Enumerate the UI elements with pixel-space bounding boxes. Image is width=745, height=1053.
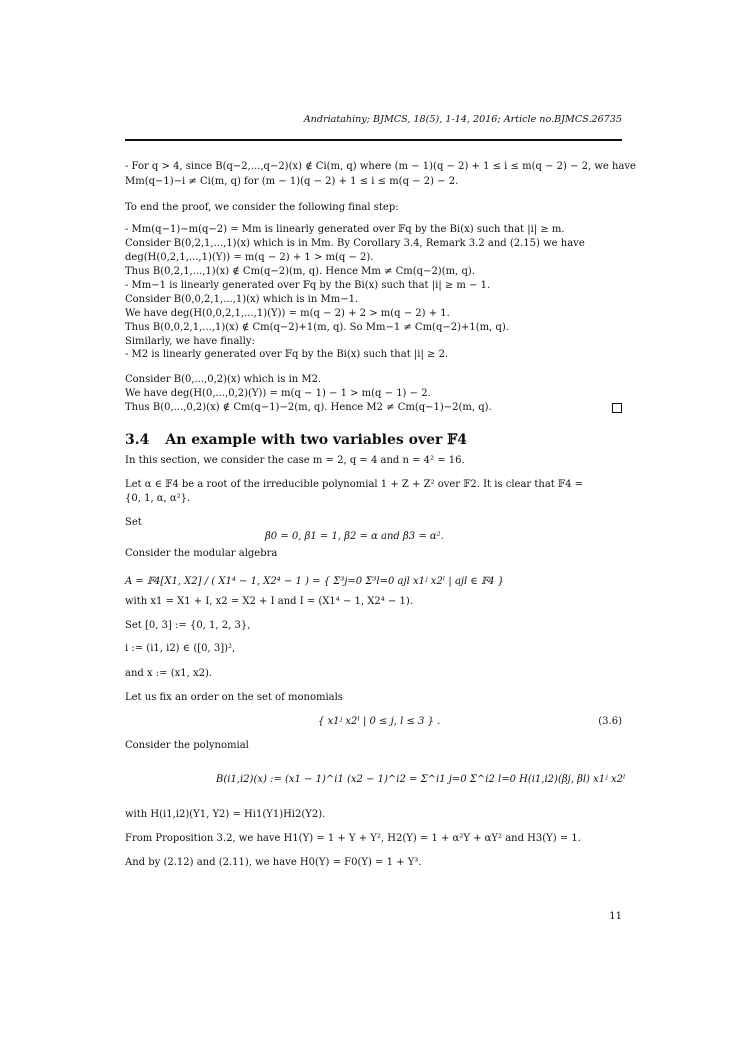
proof-line-4: - Mm(q−1)−m(q−2) = Mm is linearly generated over 𝔽q by the Bi(x) such that |i| ≥ m. [125,224,565,235]
body-paragraph-2b: {0, 1, α, α²}. [125,493,191,504]
proof-line-7: Thus B(0,2,1,...,1)(x) ∉ Cm(q−2)(m, q). Hence Mm ≠ Cm(q−2)(m, q). [125,266,475,277]
body-paragraph-4: Consider the modular algebra [125,548,278,559]
proof-line-9: Consider B(0,0,2,1,...,1)(x) which is in Mm−1. [125,294,359,305]
proof-line-3: To end the proof, we consider the following final step: [125,202,399,213]
body-paragraph-13: And by (2.12) and (2.11), we have H0(Y) = F0(Y) = 1 + Y³. [125,857,422,868]
header-rule [125,139,622,141]
proof-line-13: - M2 is linearly generated over 𝔽q by the Bi(x) such that |i| ≥ 2. [125,349,449,360]
page-number: 11 [609,911,622,922]
proof-line-8: - Mm−1 is linearly generated over 𝔽q by the Bi(x) such that |i| ≥ m − 1. [125,280,491,291]
equation-monomials: { x1ʲ x2ˡ | 0 ≤ j, l ≤ 3 } . [318,716,441,727]
proof-line-6: deg(H(0,2,1,...,1)(Y)) = m(q − 2) + 1 > m(q − 2). [125,252,374,263]
body-paragraph-2a: Let α ∈ 𝔽4 be a root of the irreducible polynomial 1 + Z + Z² over 𝔽2. It is clear that 𝔽4 = [125,479,584,490]
body-paragraph-1: In this section, we consider the case m = 2, q = 4 and n = 4² = 16. [125,455,465,466]
proof-line-2: Mm(q−1)−i ≠ Ci(m, q) for (m − 1)(q − 2) + 1 ≤ i ≤ m(q − 2) − 2. [125,176,459,187]
section-title: An example with two variables over 𝔽4 [165,432,467,448]
section-heading [125,432,467,448]
equation-beta: β0 = 0, β1 = 1, β2 = α and β3 = α². [265,531,444,542]
proof-line-16: Thus B(0,...,0,2)(x) ∉ Cm(q−1)−2(m, q). Hence M2 ≠ Cm(q−1)−2(m, q). [125,402,492,413]
proof-line-15: We have deg(H(0,...,0,2)(Y)) = m(q − 1) − 1 > m(q − 1) − 2. [125,388,431,399]
body-paragraph-8: and x := (x1, x2). [125,668,213,679]
proof-line-12: Similarly, we have finally: [125,336,255,347]
body-paragraph-3: Set [125,517,142,528]
section-number: 3.4 [125,432,150,448]
body-paragraph-12: From Proposition 3.2, we have H1(Y) = 1 + Y + Y², H2(Y) = 1 + α²Y + αY² and H3(Y) = 1. [125,833,581,844]
body-paragraph-6: Set [0, 3] := {0, 1, 2, 3}, [125,620,251,631]
body-paragraph-10: Consider the polynomial [125,740,249,751]
running-head: Andriatahiny; BJMCS, 18(5), 1-14, 2016; Article no.BJMCS.26735 [303,114,622,125]
body-paragraph-11: with H(i1,i2)(Y1, Y2) = Hi1(Y1)Hi2(Y2). [125,809,326,820]
body-paragraph-9: Let us fix an order on the set of monomials [125,692,343,703]
proof-line-10: We have deg(H(0,0,2,1,...,1)(Y)) = m(q − 2) + 2 > m(q − 2) + 1. [125,308,450,319]
body-paragraph-7: i := (i1, i2) ∈ ([0, 3])², [125,643,236,654]
equation-algebra: A = 𝔽4[X1, X2] / ( X1⁴ − 1, X2⁴ − 1 ) = { Σ³j=0 Σ³l=0 ajl x1ʲ x2ˡ | ajl ∈ 𝔽4 } [125,576,504,587]
qed-box [612,403,622,413]
proof-line-5: Consider B(0,2,1,...,1)(x) which is in Mm. By Corollary 3.4, Remark 3.2 and (2.15) we have [125,238,585,249]
equation-number-3-6: (3.6) [598,716,622,727]
proof-line-14: Consider B(0,...,0,2)(x) which is in M2. [125,374,322,385]
equation-polynomial-B: B(i1,i2)(x) := (x1 − 1)^i1 (x2 − 1)^i2 = Σ^i1 j=0 Σ^i2 l=0 H(i1,i2)(βj, βl) x1ʲ x2ˡ [216,774,626,785]
proof-line-1: - For q > 4, since B(q−2,...,q−2)(x) ∉ Ci(m, q) where (m − 1)(q − 2) + 1 ≤ i ≤ m(q − 2) − 2, we have [125,161,636,172]
proof-line-11: Thus B(0,0,2,1,...,1)(x) ∉ Cm(q−2)+1(m, q). So Mm−1 ≠ Cm(q−2)+1(m, q). [125,322,509,333]
body-paragraph-5: with x1 = X1 + I, x2 = X2 + I and I = (X1⁴ − 1, X2⁴ − 1). [125,596,413,607]
